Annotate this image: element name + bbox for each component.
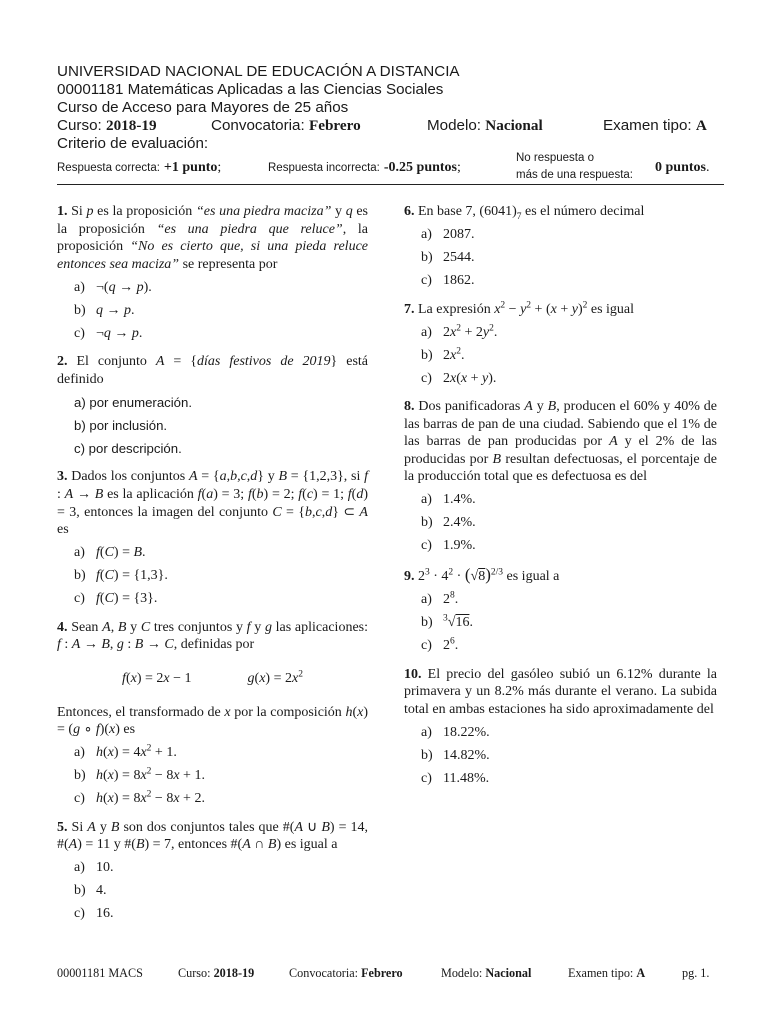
no-response-value: 0 puntos — [655, 160, 706, 175]
curso-info — [57, 117, 157, 135]
option-c-value: 1862. — [443, 272, 475, 288]
option-a: a) $2x^2 + 2y^2$. — [421, 322, 498, 340]
question-4: 4. Sean A, B y C tres conjuntos y f y g las aplicaciones: f : A → B, g : B → C, definidas por f(x) = 2x − 1 $g(x) = 2x^2$ Entonces, el transformado de x por la composición h(x) = (g ∘ f)(x) es a) $h(x) = 4x^2 + 1$. b) $h(x) = 8x^2 - 8x + 1$. c) $h(x) = 8x^2 - 8x + 2$. — [57, 619, 369, 807]
option-b: b) $h(x) = 8x^2 - 8x + 1$. — [74, 766, 205, 784]
examen-label: Examen tipo: — [603, 117, 692, 134]
question-number: 2. — [57, 354, 68, 370]
option-a: a) 1.4%. — [421, 492, 476, 508]
option-c: c) por descripción. — [74, 440, 182, 456]
footer-curso-value: 2018-19 — [213, 966, 255, 980]
question-10: 10. El precio del gasóleo subió un 6.12% durante la primavera y un 8.2% más durante el verano. La subida total en ambas estaciones ha sido aproximadamente del a) 18.22%. b) 14.82%. c) 11.48%. — [404, 666, 717, 786]
question-number: 7. — [404, 301, 415, 317]
option-c: c) $h(x) = 8x^2 - 8x + 2$. — [74, 789, 205, 807]
option-b: b) 2.4%. — [421, 515, 476, 531]
footer-convocatoria-label: Convocatoria: — [289, 966, 359, 980]
question-8: 8. Dos panificadoras A y B, producen el 60% y 40% de las barras de pan de una ciudad. Sabiendo que el 1% de las barras de pan producidas por A y el 2% de las producidas por B resultan defectuosas, el porcentaje de la producción total que es defectuosa es del a) 1.4%. b) 2.4%. c) 1.9%. — [404, 399, 718, 554]
question-6: 6. En base 7, $(6041)_7$ es el número decimal a) 2087. b) 2544. c) 1862. — [404, 203, 717, 290]
option-a: a) ¬(q → p). — [74, 279, 152, 295]
question-number: 10. — [404, 666, 422, 682]
option-a-value: 2087. — [443, 226, 475, 242]
question-number: 1. — [57, 204, 68, 219]
footer-code: 00001181 MACS — [57, 966, 143, 980]
incorrect-points: Respuesta incorrecta: -0.25 puntos; — [268, 160, 461, 175]
convocatoria-value: Febrero — [308, 117, 361, 134]
footer-modelo-value: Nacional — [485, 966, 532, 980]
no-response-line2: más de una respuesta: — [516, 169, 633, 181]
incorrect-value: -0.25 puntos — [383, 160, 458, 175]
examen-info — [603, 117, 707, 135]
left-column — [57, 203, 368, 934]
footer-convocatoria — [289, 966, 403, 981]
option-b-value: 2.4%. — [443, 515, 476, 531]
option-b: b) q → p. — [74, 302, 135, 318]
no-response-label — [516, 150, 633, 184]
footer-modelo — [441, 966, 531, 981]
option-b: b) $2x^2$. — [421, 345, 465, 363]
option-a: a) $h(x) = 4x^2 + 1$. — [74, 743, 177, 761]
option-c-value: 11.48%. — [443, 770, 490, 786]
footer-convocatoria-value: Febrero — [361, 966, 403, 980]
question-9: 9. $2^3 \cdot 4^2 \cdot (√8)^{2/3}$ es igual a a) $2^8$. b) $^3$√16. c) $2^6$. — [404, 566, 717, 655]
option-a-value: 1.4%. — [443, 492, 476, 508]
footer-examen — [568, 966, 645, 981]
curso-label: Curso: — [57, 117, 102, 134]
option-c: c) f(C) = {3}. — [74, 591, 158, 607]
option-c: c) 2x(x + y). — [421, 370, 497, 386]
question-number: 5. — [57, 819, 68, 835]
option-b-value: 14.82%. — [443, 747, 490, 763]
correct-label: Respuesta correcta: — [57, 162, 160, 174]
option-b: b) 2544. — [421, 249, 475, 265]
university-name: UNIVERSIDAD NACIONAL DE EDUCACIÓN A DISTANCIA — [57, 63, 460, 80]
option-c: c) $2^6$. — [421, 636, 459, 653]
option-c: c) 1862. — [421, 272, 475, 288]
convocatoria-info — [211, 117, 361, 135]
footer-modelo-label: Modelo: — [441, 966, 483, 980]
correct-points: Respuesta correcta: +1 punto; — [57, 160, 222, 175]
option-c: c) ¬q → p. — [74, 325, 143, 341]
footer-examen-value: A — [636, 966, 646, 980]
header-rule — [57, 184, 724, 185]
correct-value: +1 punto — [163, 160, 218, 175]
no-response-line1: No respuesta o — [516, 152, 594, 164]
option-b: b) $^3$√16. — [421, 613, 473, 630]
convocatoria-label: Convocatoria: — [211, 117, 305, 134]
question-number: 8. — [404, 399, 415, 415]
criterio-label: Criterio de evaluación: — [57, 135, 209, 152]
option-b: b) por inclusión. — [74, 417, 168, 433]
option-b: b) f(C) = {1,3}. — [74, 568, 168, 584]
option-b: b) 4. — [74, 883, 107, 899]
examen-value: A — [695, 117, 707, 134]
option-c-value: 16. — [96, 906, 114, 922]
question-5: 5. Si A y B son dos conjuntos tales que #(A ∪ B) = 14, #(A) = 11 y #(B) = 7, entonces #(A ∩ B) es igual a a) 10. b) 4. c) 16. — [57, 819, 369, 922]
option-a: a) por enumeración. — [74, 394, 193, 410]
option-b-value: 4. — [96, 883, 107, 899]
modelo-label: Modelo: — [427, 117, 482, 134]
question-2: 2. El conjunto A = {días festivos de 2019} está definido a) por enumeración. b) por inclusión. c) por descripción. — [57, 354, 368, 456]
option-a: a) 2087. — [421, 226, 475, 242]
option-a: a) f(C) = B. — [74, 545, 146, 561]
option-a-value: 10. — [96, 860, 114, 876]
question-number: 4. — [57, 619, 68, 635]
question-number: 9. — [404, 569, 415, 585]
footer-curso — [178, 966, 254, 981]
question-3: 3. Dados los conjuntos A = {a,b,c,d} y B = {1,2,3}, si f : A → B es la aplicación f(a) = 3; f(b) = 2; f(c) = 1; f(d) = 3, entonces la imagen del conjunto C = {b,c,d} ⊂ A es a) f(C) = B. b) f(C) = {1,3}. c) f(C) = {3}. — [57, 469, 368, 607]
footer-examen-label: Examen tipo: — [568, 966, 634, 980]
option-c-value: 1.9%. — [443, 538, 476, 554]
option-c: c) 1.9%. — [421, 538, 476, 554]
option-a: a) 10. — [74, 860, 114, 876]
option-c: c) 16. — [74, 906, 114, 922]
no-response-points: 0 puntos. — [655, 160, 710, 175]
modelo-info — [427, 117, 543, 135]
course-code: 00001181 Matemáticas Aplicadas a las Ciencias Sociales — [57, 81, 444, 98]
curso-value: 2018-19 — [105, 117, 157, 134]
right-column — [404, 203, 717, 798]
question-number: 3. — [57, 469, 68, 485]
option-a: a) $2^8$. — [421, 590, 459, 607]
option-a: a) 18.22%. — [421, 724, 490, 740]
option-c: c) 11.48%. — [421, 770, 490, 786]
option-b-value: 2544. — [443, 249, 475, 265]
option-a-value: 18.22%. — [443, 724, 490, 740]
question-1: 1. Si p es la proposición “es una piedra maciza” y q es la proposición “es una piedra que reluce”, la proposición “No es cierto que, si una pieda reluce entonces sea maciza” se representa por a) ¬(q → p). b) q → p. c) ¬q → p. — [57, 204, 369, 341]
program-name: Curso de Acceso para Mayores de 25 años — [57, 99, 349, 116]
question-7: 7. La expresión $x^2 - y^2 + (x + y)^2$ es igual a) $2x^2 + 2y^2$. b) $2x^2$. c) 2x(x + y). — [404, 301, 717, 388]
formula-definitions: f(x) = 2x − 1 $g(x) = 2x^2$ — [122, 669, 303, 686]
question-number: 6. — [404, 204, 415, 219]
incorrect-label: Respuesta incorrecta: — [268, 162, 380, 174]
modelo-value: Nacional — [485, 117, 543, 134]
option-b: b) 14.82%. — [421, 747, 490, 763]
page-number: pg. 1. — [682, 966, 710, 980]
footer-curso-label: Curso: — [178, 966, 211, 980]
